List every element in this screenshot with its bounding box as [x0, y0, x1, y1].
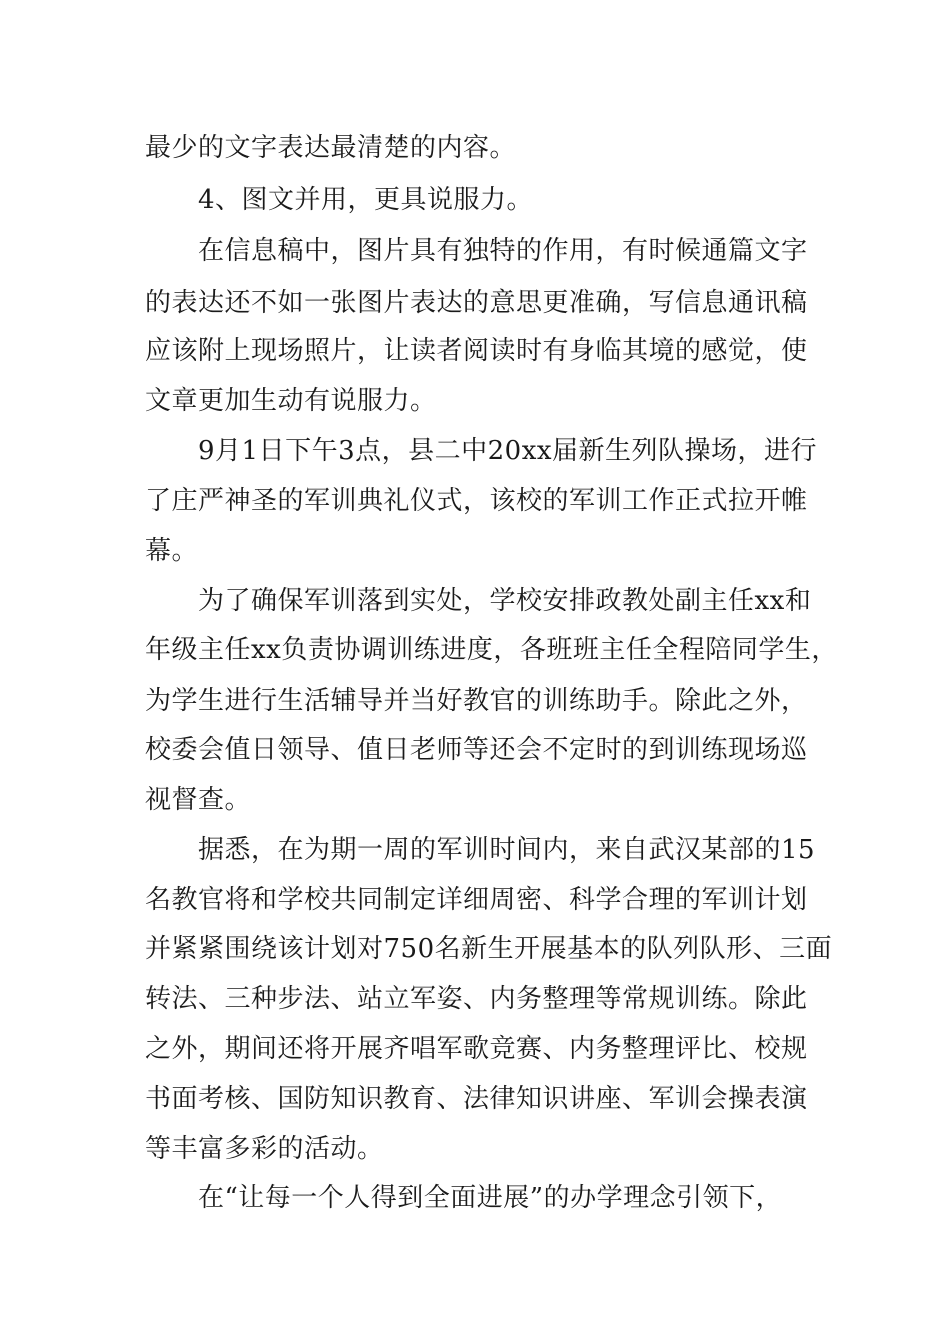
- text-line: 文章更加生动有说服力。: [145, 386, 437, 416]
- text-line: 最少的文字表达最清楚的内容。: [145, 133, 517, 163]
- text-line: 校委会值日领导、值日老师等还会不定时的到训练现场巡: [145, 735, 808, 765]
- text-line: 在“让每一个人得到全面进展”的办学理念引领下，: [198, 1183, 783, 1213]
- text-line: 为学生进行生活辅导并当好教官的训练助手。除此之外，: [145, 686, 808, 716]
- text-line: 并紧紧围绕该计划对750名新生开展基本的队列队形、三面: [145, 934, 833, 964]
- text-line: 4、图文并用，更具说服力。: [198, 185, 534, 215]
- text-line: 在信息稿中，图片具有独特的作用，有时候通篇文字: [198, 236, 808, 266]
- text-line: 的表达还不如一张图片表达的意思更准确，写信息通讯稿: [145, 288, 808, 318]
- text-line: 之外，期间还将开展齐唱军歌竞赛、内务整理评比、校规: [145, 1034, 808, 1064]
- text-line: 书面考核、国防知识教育、法律知识讲座、军训会操表演: [145, 1084, 808, 1114]
- text-line: 视督查。: [145, 785, 252, 815]
- text-line: 了庄严神圣的军训典礼仪式，该校的军训工作正式拉开帷: [145, 486, 808, 516]
- text-line: 转法、三种步法、站立军姿、内务整理等常规训练。除此: [145, 984, 808, 1014]
- text-line: 据悉，在为期一周的军训时间内，来自武汉某部的15: [198, 835, 816, 865]
- text-line: 等丰富多彩的活动。: [145, 1134, 384, 1164]
- text-line: 名教官将和学校共同制定详细周密、科学合理的军训计划: [145, 885, 808, 915]
- text-line: 年级主任xx负责协调训练进度，各班班主任全程陪同学生，: [145, 635, 838, 665]
- text-line: 9月1日下午3点，县二中20xx届新生列队操场，进行: [198, 436, 818, 466]
- text-line: 为了确保军训落到实处，学校安排政教处副主任xx和: [198, 586, 812, 616]
- text-line: 幕。: [145, 536, 199, 566]
- text-line: 应该附上现场照片，让读者阅读时有身临其境的感觉，使: [145, 336, 808, 366]
